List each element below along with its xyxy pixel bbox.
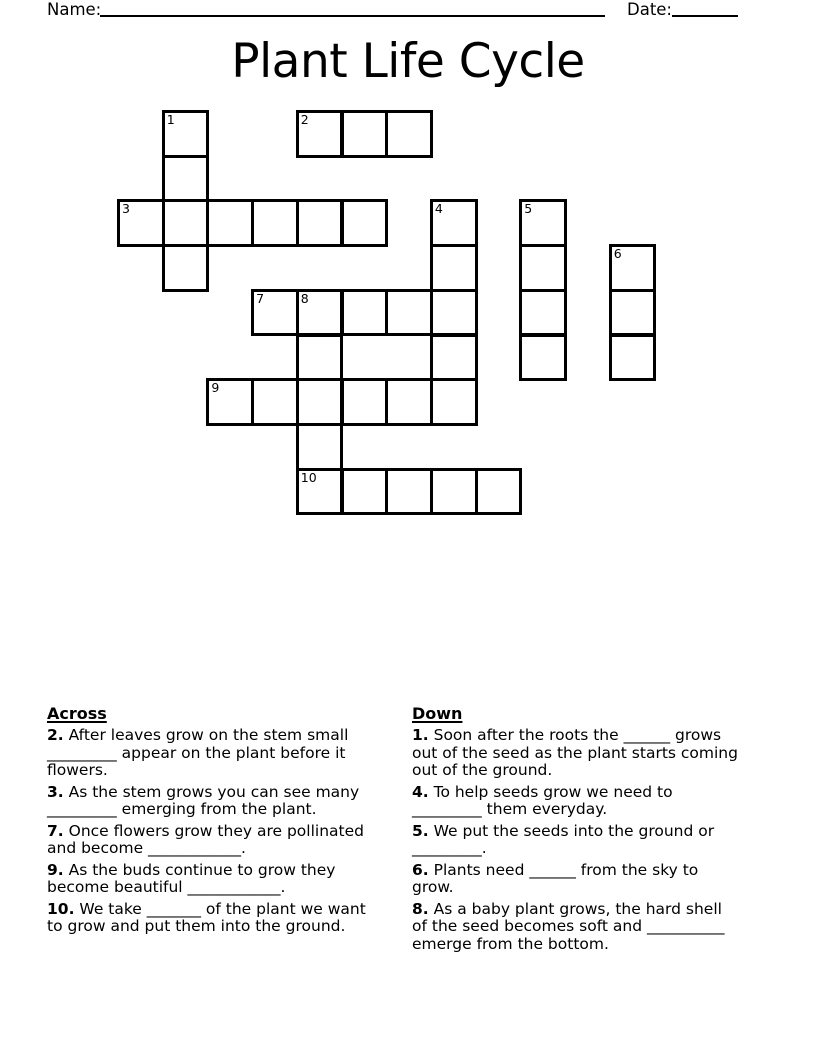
- grid-cell[interactable]: [385, 110, 433, 158]
- cell-number: 3: [122, 201, 130, 217]
- grid-cell-9[interactable]: [206, 378, 254, 426]
- grid-cell-4[interactable]: [430, 199, 478, 247]
- date-blank-line[interactable]: [672, 0, 738, 17]
- down-clue-8: 8. As a baby plant grows, the hard shell of the seed becomes soft and __________ emerge from the bottom.: [412, 899, 725, 953]
- grid-cell-7[interactable]: [251, 289, 299, 337]
- cell-number: 8: [300, 290, 309, 306]
- grid-cell[interactable]: [519, 289, 567, 337]
- across-clue-3: 3. As the stem grows you can see many _________ emerging from the plant.: [47, 782, 360, 818]
- clue-number: 8.: [412, 899, 429, 918]
- grid-cell-6[interactable]: [609, 244, 657, 292]
- cell-number: 1: [166, 112, 175, 127]
- grid-cell[interactable]: [296, 334, 344, 382]
- grid-cell[interactable]: [251, 378, 299, 426]
- grid-cell[interactable]: [385, 378, 433, 426]
- down-clues-section: [412, 704, 752, 957]
- down-clue-5: 5. We put the seeds into the ground or _________.: [412, 821, 715, 857]
- clue-number: 3.: [47, 782, 64, 801]
- grid-cell[interactable]: [341, 289, 389, 337]
- across-clues-section: [47, 704, 397, 940]
- across-clue-2: 2. After leaves grow on the stem small _________ appear on the plant before it flowers.: [47, 726, 349, 779]
- grid-cell[interactable]: [475, 468, 523, 516]
- grid-cell[interactable]: [251, 199, 299, 247]
- cell-number: 4: [434, 201, 443, 217]
- grid-cell[interactable]: [162, 199, 210, 247]
- clue-number: 9.: [47, 860, 64, 879]
- clue-number: 10.: [47, 899, 75, 918]
- cell-number: 2: [300, 112, 309, 127]
- grid-cell[interactable]: [296, 423, 344, 471]
- page-title: Plant Life Cycle: [231, 34, 585, 89]
- down-clue-4: 4. To help seeds grow we need to _________ them everyday.: [412, 782, 673, 818]
- cell-number: 9: [211, 380, 220, 396]
- grid-cell[interactable]: [162, 155, 210, 203]
- cell-number: 10: [300, 469, 317, 485]
- clue-number: 1.: [412, 726, 429, 744]
- grid-cell-5[interactable]: [519, 199, 567, 247]
- name-label: Name:: [47, 0, 102, 19]
- across-clue-10: 10. We take _______ of the plant we want to grow and put them into the ground.: [47, 899, 366, 935]
- down-clue-1: 1. Soon after the roots the ______ grows out of the seed as the plant starts coming out of the ground.: [412, 726, 738, 779]
- grid-cell[interactable]: [341, 378, 389, 426]
- grid-cell-10[interactable]: [296, 468, 344, 516]
- grid-cell-3[interactable]: [117, 199, 165, 247]
- grid-cell[interactable]: [206, 199, 254, 247]
- grid-cell[interactable]: [609, 289, 657, 337]
- cell-number: 6: [613, 246, 622, 262]
- grid-cell[interactable]: [296, 199, 344, 247]
- grid-cell[interactable]: [609, 334, 657, 382]
- grid-cell[interactable]: [430, 244, 478, 292]
- down-clue-6: 6. Plants need ______ from the sky to grow.: [412, 860, 699, 896]
- crossword-grid: [117, 110, 657, 516]
- down-heading: Down: [412, 704, 463, 723]
- grid-cell[interactable]: [430, 289, 478, 337]
- grid-cell[interactable]: [296, 378, 344, 426]
- cell-number: 5: [524, 201, 533, 217]
- clue-number: 6.: [412, 860, 429, 879]
- grid-cell[interactable]: [519, 244, 567, 292]
- grid-cell-2[interactable]: [296, 110, 344, 158]
- grid-cell[interactable]: [430, 468, 478, 516]
- cell-number: 7: [256, 290, 265, 306]
- across-clue-list: [47, 727, 397, 936]
- clue-number: 7.: [47, 821, 64, 840]
- date-label: Date:: [627, 0, 672, 19]
- down-clue-list: [412, 727, 752, 953]
- grid-cell[interactable]: [162, 244, 210, 292]
- clue-number: 4.: [412, 782, 429, 801]
- clue-number: 2.: [47, 726, 64, 744]
- grid-cell[interactable]: [430, 378, 478, 426]
- grid-cell[interactable]: [519, 334, 567, 382]
- grid-cell[interactable]: [385, 468, 433, 516]
- grid-cell[interactable]: [341, 110, 389, 158]
- grid-cell[interactable]: [341, 199, 389, 247]
- grid-cell-8[interactable]: [296, 289, 344, 337]
- across-clue-7: 7. Once flowers grow they are pollinated and become ____________.: [47, 821, 364, 857]
- grid-cell[interactable]: [385, 289, 433, 337]
- grid-cell[interactable]: [341, 468, 389, 516]
- grid-cell[interactable]: [430, 334, 478, 382]
- grid-cell-1[interactable]: [162, 110, 210, 158]
- across-heading: Across: [47, 704, 107, 723]
- name-blank-line[interactable]: [100, 0, 605, 17]
- clue-number: 5.: [412, 821, 429, 840]
- across-clue-9: 9. As the buds continue to grow they become beautiful ____________.: [47, 860, 336, 896]
